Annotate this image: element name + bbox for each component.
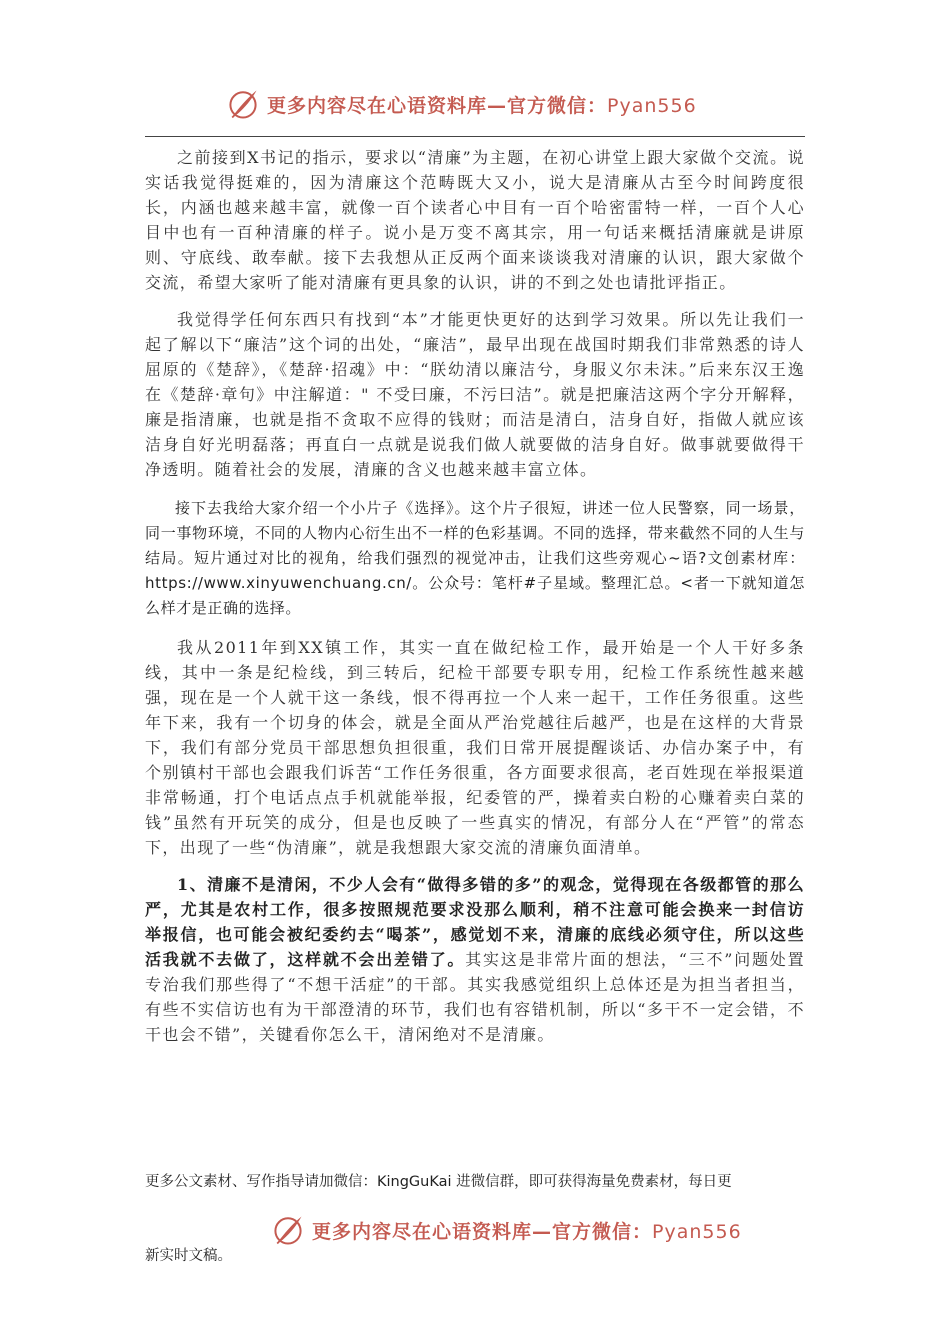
footer-banner [270,1210,770,1250]
footer-banner-text [312,1217,742,1244]
paragraph-5-bold-lead: 1、清廉不是清闲，不少人会有“做得多错的多”的观念，觉得现在各级都管的那么严，尤其是农村工作，很多按照规范要求没那么顺利，稍不注意可能会换来一封信访举报信，也可能会被纪委约去“喝茶”，感觉划不来，清廉的底线必须守住，所以这些活我就不去做了，这样就不会出差错了。 [145,875,805,969]
paragraph-3: 接下去我给大家介绍一个小片子《选择》。这个片子很短，讲述一位人民警察，同一场景，同一事物环境，不同的人物内心衍生出不一样的色彩基调。不同的选择，带来截然不同的人生与结局。短片通过对比的视角，给我们强烈的视觉冲击，让我们这些旁观心~语?文创素材库：https://www.xinyuwenchuang.cn/。公众号：笔杆#子星域。整理汇总。<者一下就知道怎么样才是正确的选择。 [145,499,805,617]
feather-pen-icon [225,86,261,122]
paragraph-1: 之前接到X书记的指示，要求以“清廉”为主题，在初心讲堂上跟大家做个交流。说实话我觉得挺难的，因为清廉这个范畴既大又小，说大是清廉从古至今时间跨度很长，内涵也越来越丰富，就像一百个读者心中目有一百个哈密雷特一样，一百个人心目中也有一百种清廉的样子。说小是万变不离其宗，用一句话来概括清廉就是讲原则、守底线、敢奉献。接下去我想从正反两个面来谈谈我对清廉的认识，跟大家做个交流，希望大家听了能对清廉有更具象的认识，讲的不到之处也请批评指正。 [145,148,805,292]
footer-note: 更多公文素材、写作指导请加微信：KingGuKai 进微信群，即可获得海量免费素材，每日更 [145,1174,732,1190]
banner-title: 更多内容尽在心语资料库—官方微信： [267,94,608,117]
footer-note-continuation: 新实时文稿。 [145,1248,232,1264]
header-divider [145,136,805,137]
document-body [145,145,805,1047]
header-banner [225,82,725,126]
feather-pen-icon [270,1212,306,1248]
footer-banner-title: 更多内容尽在心语资料库—官方微信： [312,1220,653,1243]
banner-text [267,91,697,118]
banner-handle: Pyan556 [607,94,697,117]
paragraph-2: 我觉得学任何东西只有找到“本”才能更快更好的达到学习效果。所以先让我们一起了解以下“廉洁”这个词的出处，“廉洁”，最早出现在战国时期我们非常熟悉的诗人屈原的《楚辞》，《楚辞·招魂》中：“朕幼清以廉洁兮，身服义尔未沫。”后来东汉王逸在《楚辞·章句》中注解道：" 不受曰廉，不污曰洁”。就是把廉洁这两个字分开解释，廉是指清廉，也就是指不贪取不应得的钱财；而洁是清白，洁身自好，指做人就应该洁身自好光明磊落；再直白一点就是说我们做人就要做的洁身自好。做事就要做得干净透明。随着社会的发展，清廉的含义也越来越丰富立体。 [145,310,805,479]
paragraph-5 [145,872,805,1047]
paragraph-5-body: 其实这是非常片面的想法，“三不”问题处置专治我们那些得了“不想干活症”的干部。其实我感觉组织上总体还是为担当者担当，有些不实信访也有为干部澄清的环节，我们也有容错机制，所以“多干不一定会错，不干也会不错”，关键看你怎么干，清闲绝对不是清廉。 [145,950,805,1044]
footer-banner-handle: Pyan556 [652,1220,742,1243]
paragraph-4: 我从2011年到XX镇工作，其实一直在做纪检工作，最开始是一个人干好多条线，其中一条是纪检线，到三转后，纪检干部要专职专用，纪检工作系统性越来越强，现在是一个人就干这一条线，恨不得再拉一个人来一起干，工作任务很重。这些年下来，我有一个切身的体会，就是全面从严治党越往后越严，也是在这样的大背景下，我们有部分党员干部思想负担很重，我们日常开展提醒谈话、办信办案子中，有个别镇村干部也会跟我们诉苦“工作任务很重，各方面要求很高，老百姓现在举报渠道非常畅通，打个电话点点手机就能举报，纪委管的严，操着卖白粉的心赚着卖白菜的钱”虽然有开玩笑的成分，但是也反映了一些真实的情况，有部分人在“严管”的常态下，出现了一些“伪清廉”，就是我想跟大家交流的清廉负面清单。 [145,638,805,857]
